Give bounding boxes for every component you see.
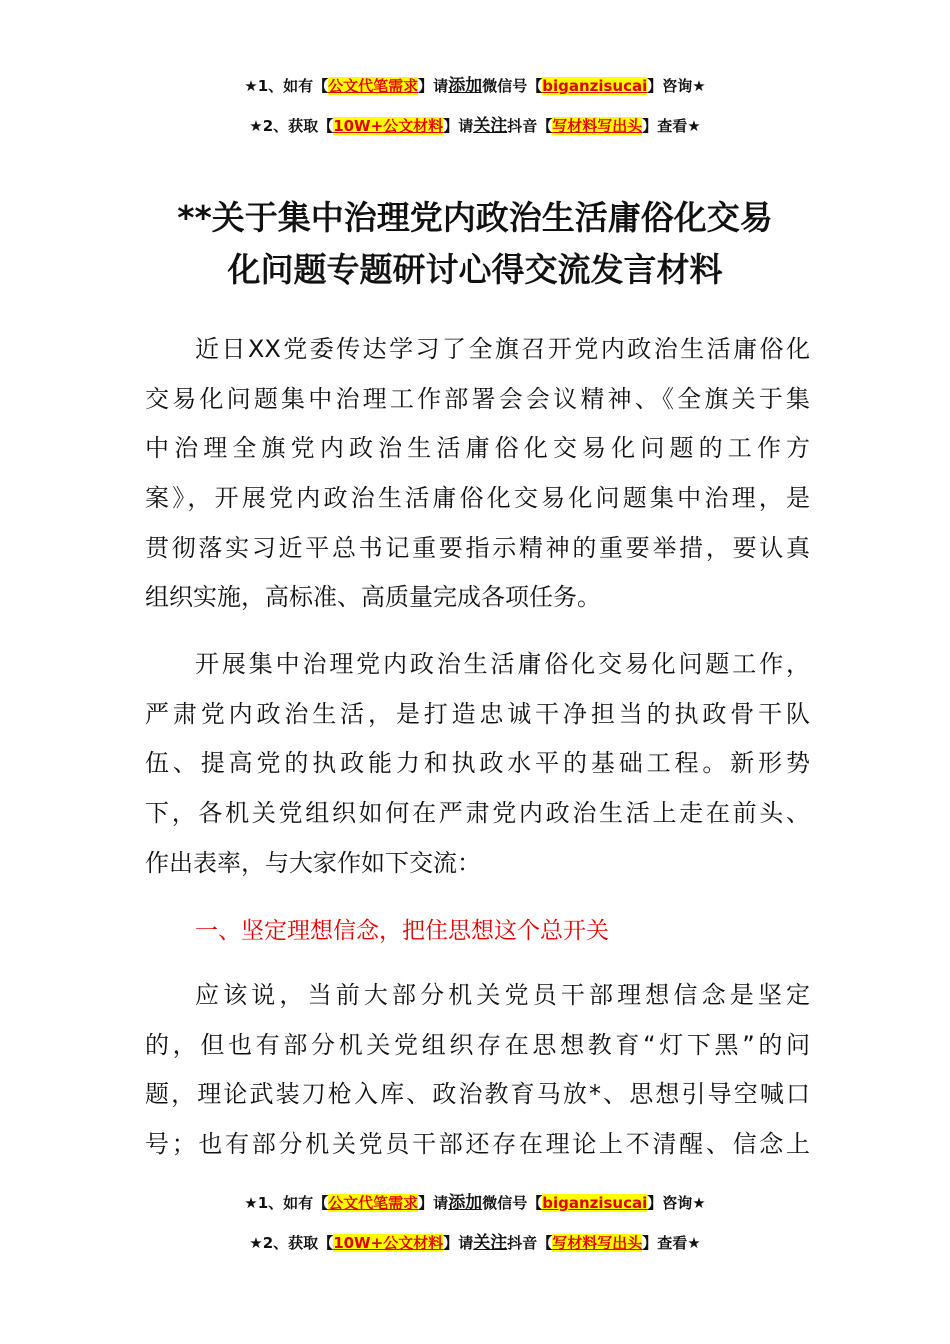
text-line: 贯彻落实习近平总书记重要指示精神的重要举措，要认真	[145, 533, 810, 562]
paragraph-1	[145, 325, 810, 623]
text-line: 的，但也有部分机关党组织存在思想教育“灯下黑”的问	[145, 1030, 810, 1059]
promo-line-2-bottom	[0, 1228, 950, 1253]
text-line: 伍、提高党的执政能力和执政水平的基础工程。新形势	[145, 749, 810, 778]
promo-text: 微信号【	[482, 77, 543, 95]
promo-underline: 关注	[473, 1233, 508, 1253]
text-line: 案》，开展党内政治生活庸俗化交易化问题集中治理，是	[145, 484, 810, 513]
paragraph-2	[145, 640, 810, 888]
promo-text: ★1、如有【	[244, 1194, 329, 1212]
promo-line-2	[0, 111, 950, 136]
promo-text: 】查看★	[642, 117, 701, 135]
promo-text: 】请	[418, 77, 449, 95]
promo-text: 】查看★	[642, 1234, 701, 1252]
promo-line-1	[0, 71, 950, 96]
text-line: 作出表率，与大家作如下交流：	[145, 848, 481, 877]
promo-text: ★2、获取【	[249, 1234, 334, 1252]
promo-highlight: 公文代笔需求	[328, 77, 419, 95]
promo-line-1-bottom	[0, 1188, 950, 1213]
text-line: 中治理全旗党内政治生活庸俗化交易化问题的工作方	[145, 434, 810, 463]
text-line: 组织实施，高标准、高质量完成各项任务。	[145, 583, 601, 612]
promo-underline: 关注	[473, 116, 508, 136]
promo-text: 抖音【	[507, 117, 553, 135]
promo-highlight: 10W+公文材料	[333, 1234, 444, 1252]
promo-text: 微信号【	[482, 1194, 543, 1212]
text-line: 题，理论武装刀枪入库、政治教育马放*、思想引导空喊口	[145, 1080, 810, 1109]
text-line: 近日XX党委传达学习了全旗召开党内政治生活庸俗化	[195, 335, 810, 363]
promo-wechat-id: biganzisucai	[542, 77, 648, 95]
promo-underline: 添加	[448, 1193, 483, 1213]
section-heading-1	[145, 907, 810, 957]
text-line: 号；也有部分机关党员干部还存在理论上不清醒、信念上	[145, 1130, 810, 1159]
promo-text: 】咨询★	[647, 77, 706, 95]
promo-wechat-id: biganzisucai	[542, 1194, 648, 1212]
text-line: 下，各机关党组织如何在严肃党内政治生活上走在前头、	[145, 799, 810, 828]
text-line: 开展集中治理党内政治生活庸俗化交易化问题工作，	[195, 650, 810, 678]
promo-highlight: 公文代笔需求	[328, 1194, 419, 1212]
promo-text: 】请	[443, 117, 474, 135]
document-title	[0, 192, 950, 296]
promo-text: 】请	[443, 1234, 474, 1252]
promo-text: 】咨询★	[647, 1194, 706, 1212]
promo-highlight: 10W+公文材料	[333, 117, 444, 135]
promo-douyin-id: 写材料写出头	[552, 117, 643, 135]
promo-text: ★2、获取【	[249, 117, 334, 135]
promo-underline: 添加	[448, 76, 483, 96]
promo-text: 抖音【	[507, 1234, 553, 1252]
title-line: **关于集中治理党内政治生活庸俗化交易	[177, 198, 773, 237]
heading-text: 一、坚定理想信念，把住思想这个总开关	[195, 918, 609, 944]
promo-douyin-id: 写材料写出头	[552, 1234, 643, 1252]
paragraph-3	[145, 971, 810, 1170]
text-line: 应该说，当前大部分机关党员干部理想信念是坚定	[195, 981, 810, 1009]
promo-text: 】请	[418, 1194, 449, 1212]
title-line: 化问题专题研讨心得交流发言材料	[227, 250, 723, 289]
promo-text: ★1、如有【	[244, 77, 329, 95]
text-line: 交易化问题集中治理工作部署会会议精神、《全旗关于集	[145, 384, 810, 413]
text-line: 严肃党内政治生活，是打造忠诚干净担当的执政骨干队	[145, 699, 810, 728]
